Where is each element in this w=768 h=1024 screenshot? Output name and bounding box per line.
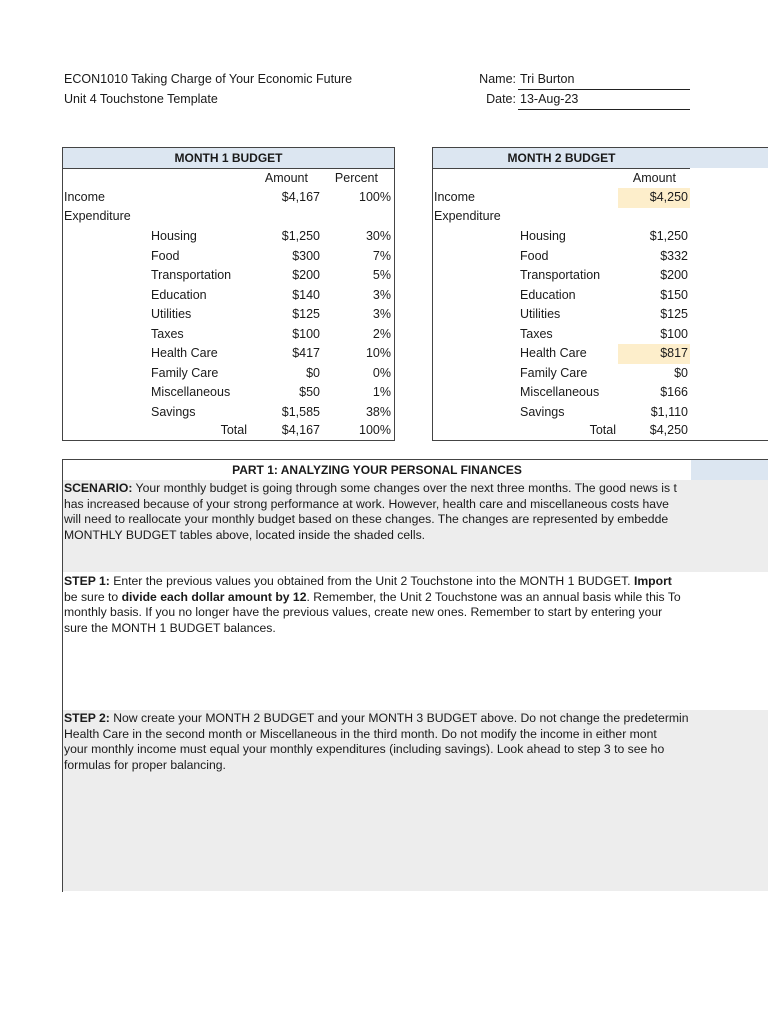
month2-income-amount[interactable]: $4,250 <box>618 188 690 208</box>
month1-amount-header: Amount <box>264 171 308 185</box>
scenario-line-3: will need to reallocate your monthly budget based on these changes. The changes are represented by embedde <box>64 512 669 526</box>
month2-row-amount[interactable]: $1,250 <box>649 229 688 243</box>
step1-text-2a: be sure to <box>64 589 122 604</box>
month1-row-percent: 5% <box>372 268 391 282</box>
step1-bold: divide each dollar amount by 12 <box>121 589 307 604</box>
month2-row-label: Transportation <box>520 268 601 282</box>
name-value: Tri Burton <box>520 72 575 86</box>
step2-label: STEP 2: <box>64 711 110 725</box>
name-label: Name: <box>479 72 516 86</box>
month1-row-label: Housing <box>151 229 197 243</box>
month2-row-amount[interactable]: $817 <box>618 344 690 364</box>
step1-label: STEP 1: <box>64 574 110 588</box>
month1-row-label: Education <box>151 287 207 302</box>
month1-income-amount[interactable]: $4,167 <box>281 190 320 204</box>
month2-row-label: Housing <box>520 229 566 243</box>
month1-row-percent: 38% <box>365 404 391 419</box>
step2-line-2: Health Care in the second month or Miscellaneous in the third month. Do not modify the income in either mont <box>64 726 657 741</box>
month1-row-percent: 30% <box>365 229 391 243</box>
month1-row-label: Taxes <box>151 326 184 341</box>
step1-block <box>62 572 768 710</box>
month2-row-amount[interactable]: $1,110 <box>650 404 688 419</box>
month2-row-label: Savings <box>520 404 565 419</box>
month2-row-label: Family Care <box>520 365 588 380</box>
step2-line-3: your monthly income must equal your monthly expenditures (including savings). Look ahead to step 3 to see ho <box>64 742 665 756</box>
name-field[interactable] <box>518 72 690 90</box>
month1-row-percent: 3% <box>372 287 391 302</box>
month2-total-label: Total <box>589 423 616 437</box>
part1-section <box>62 459 768 891</box>
month1-row-amount[interactable]: $50 <box>299 385 320 399</box>
month1-expenditure-label: Expenditure <box>64 209 131 223</box>
month2-title-fill <box>690 148 768 168</box>
month1-row-label: Miscellaneous <box>151 385 231 399</box>
month1-income-label: Income <box>64 190 105 204</box>
part1-title: PART 1: ANALYZING YOUR PERSONAL FINANCES <box>232 463 522 477</box>
month1-row-amount[interactable]: $1,250 <box>281 229 320 243</box>
month1-row-amount[interactable]: $0 <box>306 365 320 380</box>
month2-row-label: Education <box>520 287 576 302</box>
month1-row-label: Savings <box>151 404 196 419</box>
course-title: ECON1010 Taking Charge of Your Economic Future <box>64 72 353 86</box>
part1-title-fill <box>691 460 768 480</box>
month1-total-amount: $4,167 <box>281 423 320 437</box>
scenario-label: SCENARIO: <box>64 481 133 495</box>
month1-row-percent: 0% <box>372 365 391 380</box>
month1-title: MONTH 1 BUDGET <box>63 148 394 169</box>
month2-total-amount: $4,250 <box>649 423 688 437</box>
month2-row-label: Taxes <box>520 326 553 341</box>
date-field[interactable] <box>518 92 690 110</box>
scenario-line-2: has increased because of your strong performance at work. However, health care and miscellaneous costs have <box>64 496 669 511</box>
step1-text-1: Enter the previous values you obtained from the Unit 2 Touchstone into the MONTH 1 BUDGET. <box>109 574 634 588</box>
month2-row-label: Miscellaneous <box>520 385 600 399</box>
month1-row-percent: 1% <box>372 385 391 399</box>
month1-row-percent: 10% <box>365 346 391 360</box>
month2-income-label: Income <box>434 190 475 204</box>
step2-block <box>62 710 768 891</box>
month2-row-amount[interactable]: $0 <box>674 365 688 380</box>
month2-row-amount[interactable]: $332 <box>660 248 688 263</box>
part1-title-bar <box>62 459 768 481</box>
date-value: 13-Aug-23 <box>520 92 579 106</box>
month1-row-amount[interactable]: $417 <box>292 346 320 360</box>
month1-income-percent: 100% <box>359 190 391 204</box>
month1-total-label: Total <box>220 423 247 437</box>
month1-row-amount[interactable]: $140 <box>292 287 320 302</box>
month1-row-label: Family Care <box>151 365 219 380</box>
month1-row-amount[interactable]: $100 <box>292 326 320 341</box>
month1-percent-header: Percent <box>334 171 378 185</box>
month1-row-amount[interactable]: $1,585 <box>281 404 320 419</box>
month2-row-amount[interactable]: $125 <box>660 307 688 321</box>
month1-row-percent: 7% <box>372 248 391 263</box>
month2-amount-header: Amount <box>632 171 676 185</box>
date-label: Date: <box>486 92 516 106</box>
step2-line-4: formulas for proper balancing. <box>64 757 226 772</box>
month2-row-amount[interactable]: $150 <box>660 287 688 302</box>
month2-row-label: Health Care <box>520 346 587 360</box>
month1-row-amount[interactable]: $200 <box>292 268 320 282</box>
month2-row-amount[interactable]: $100 <box>660 326 688 341</box>
month2-row-amount[interactable]: $166 <box>660 385 688 399</box>
month2-table <box>432 147 768 441</box>
template-title: Unit 4 Touchstone Template <box>64 92 218 106</box>
month1-row-amount[interactable]: $300 <box>292 248 320 263</box>
month1-row-label: Food <box>151 248 180 263</box>
month1-row-percent: 3% <box>372 307 391 321</box>
month1-row-label: Transportation <box>151 268 232 282</box>
month2-row-amount[interactable]: $200 <box>660 268 688 282</box>
step2-line-1 <box>64 711 690 727</box>
step1-line-1 <box>64 574 690 590</box>
month2-row-label: Utilities <box>520 307 561 321</box>
month2-title: MONTH 2 BUDGET <box>433 148 690 169</box>
step2-text-1: Now create your MONTH 2 BUDGET and your MONTH 3 BUDGET above. Do not change the predetermin <box>109 711 689 725</box>
step1-line-3: monthly basis. If you no longer have the previous values, create new ones. Remember to start by entering your <box>64 605 663 619</box>
step1-line-4: sure the MONTH 1 BUDGET balances. <box>64 620 276 635</box>
step1-important: Import <box>633 574 672 588</box>
scenario-line-4: MONTHLY BUDGET tables above, located inside the shaded cells. <box>64 527 426 542</box>
step1-line-2 <box>64 590 690 606</box>
month2-row-label: Food <box>520 248 549 263</box>
month1-row-label: Health Care <box>151 346 218 360</box>
month1-total-percent: 100% <box>359 423 391 437</box>
month1-row-amount[interactable]: $125 <box>292 307 320 321</box>
scenario-text-1: Your monthly budget is going through some changes over the next three months. The good news is t <box>132 481 677 495</box>
scenario-line-1 <box>64 481 690 497</box>
step1-text-2b: . Remember, the Unit 2 Touchstone was an annual basis while this To <box>306 589 681 604</box>
month1-row-label: Utilities <box>151 307 192 321</box>
month1-row-percent: 2% <box>372 326 391 341</box>
part1-left-border <box>62 480 63 892</box>
scenario-block <box>62 480 768 572</box>
month2-expenditure-label: Expenditure <box>434 209 501 223</box>
